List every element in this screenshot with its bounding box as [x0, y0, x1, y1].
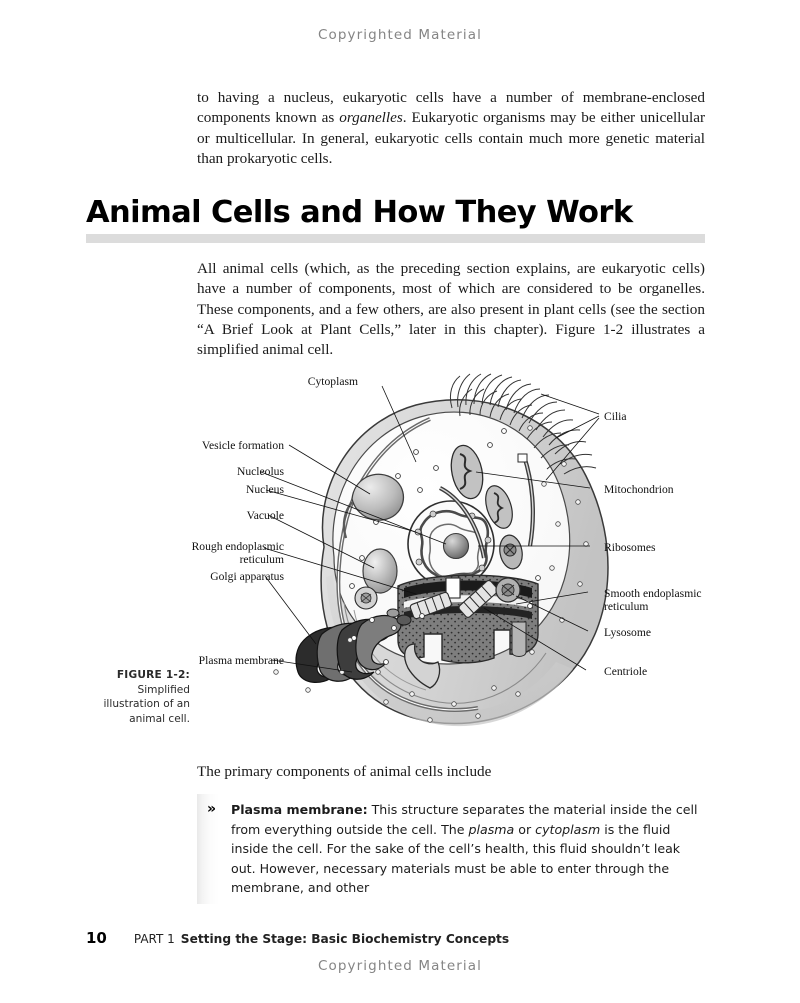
label-rough-er-line2: reticulum — [239, 553, 284, 566]
label-centriole: Centriole — [604, 665, 648, 678]
bullet-italic-cytoplasm: cytoplasm — [535, 821, 601, 837]
bullet-list — [197, 794, 705, 904]
part-title: Setting the Stage: Basic Biochemistry Concepts — [180, 932, 510, 946]
part-label: PART 1 — [133, 932, 175, 946]
nucleolus-shape — [444, 534, 469, 559]
lead-in-block — [197, 762, 705, 782]
lysosome-group — [496, 578, 520, 602]
label-golgi-apparatus: Golgi apparatus — [210, 570, 284, 583]
rough-er-tube — [512, 622, 526, 657]
label-vacuole: Vacuole — [246, 509, 284, 522]
copyright-watermark-bottom: Copyrighted Material — [318, 958, 482, 974]
intro-text-after-italic: . Eukaryotic organisms may be either unicellular or multicellular. In general, eukaryotic cells contain much more genetic material than prokaryotic cells. — [197, 109, 705, 167]
label-cilia: Cilia — [604, 410, 627, 423]
list-item — [197, 800, 705, 898]
chevron-double-right-icon: » — [207, 801, 216, 817]
figure-caption — [88, 668, 190, 726]
lysosome-2 — [355, 587, 377, 609]
bullet-item-text — [231, 800, 705, 898]
bullet-part1: This structure separates the material inside the cell from everything outside the cell. The — [231, 802, 698, 837]
label-lysosome: Lysosome — [604, 626, 652, 639]
section-intro-paragraph: All animal cells (which, as the preceding section explains, are eukaryotic cells) have a number of components, most of which are considered to be organelles. These components, and a few others, are also present in plant cells (see the section “A Brief Look at Plant Cells,” later in this chapter). Figure 1-2 illustrates a simplified animal cell. — [197, 260, 705, 359]
vesicle-formation-shape — [352, 474, 403, 520]
intro-italic-organelles: organelles — [339, 109, 403, 127]
label-cytoplasm: Cytoplasm — [307, 375, 358, 388]
figure-caption-text: Simplified illustration of an animal cell. — [103, 683, 190, 725]
label-smooth-er-line1: Smooth endoplasmic — [604, 587, 702, 600]
label-mitochondrion: Mitochondrion — [604, 483, 674, 496]
label-nucleolus: Nucleolus — [236, 465, 284, 478]
label-ribosomes: Ribosomes — [604, 541, 656, 554]
bullet-italic-plasma: plasma — [468, 821, 515, 837]
heading-underline-rule — [86, 234, 705, 243]
label-smooth-er-line2: reticulum — [604, 600, 649, 613]
page-footer — [86, 929, 509, 947]
label-nucleus: Nucleus — [246, 483, 284, 496]
bullet-part2: or — [514, 821, 536, 837]
intro-text-before-italic: to having a nucleus, eukaryotic cells have a number of membrane-enclosed components known as — [197, 89, 705, 127]
intro-paragraph-block — [197, 88, 705, 169]
label-vesicle-formation: Vesicle formation — [201, 439, 284, 452]
label-rough-er-line1: Rough endoplasmic — [191, 540, 284, 553]
bullet-part3: is the fluid inside the cell. For the sake of the cell’s health, this fluid shouldn’t leak out. However, necessary materials must be able to enter through the membrane, and other — [231, 821, 681, 896]
section-intro-block — [197, 259, 705, 360]
lead-in-line: The primary components of animal cells include — [197, 763, 492, 780]
section-heading-block — [86, 196, 705, 243]
page-title: Animal Cells and How They Work — [86, 195, 633, 230]
page-number: 10 — [86, 929, 107, 947]
intro-paragraph — [197, 88, 705, 169]
copyright-watermark-top: Copyrighted Material — [318, 27, 482, 43]
leader-golgi — [265, 576, 316, 644]
label-plasma-membrane: Plasma membrane — [198, 654, 284, 667]
figure-number: FIGURE 1-2: — [116, 669, 190, 681]
bullet-term: Plasma membrane: — [231, 802, 368, 817]
smooth-er-cap — [518, 454, 527, 462]
leader-cilia-2 — [556, 416, 599, 438]
leader-cilia-1 — [541, 394, 599, 414]
